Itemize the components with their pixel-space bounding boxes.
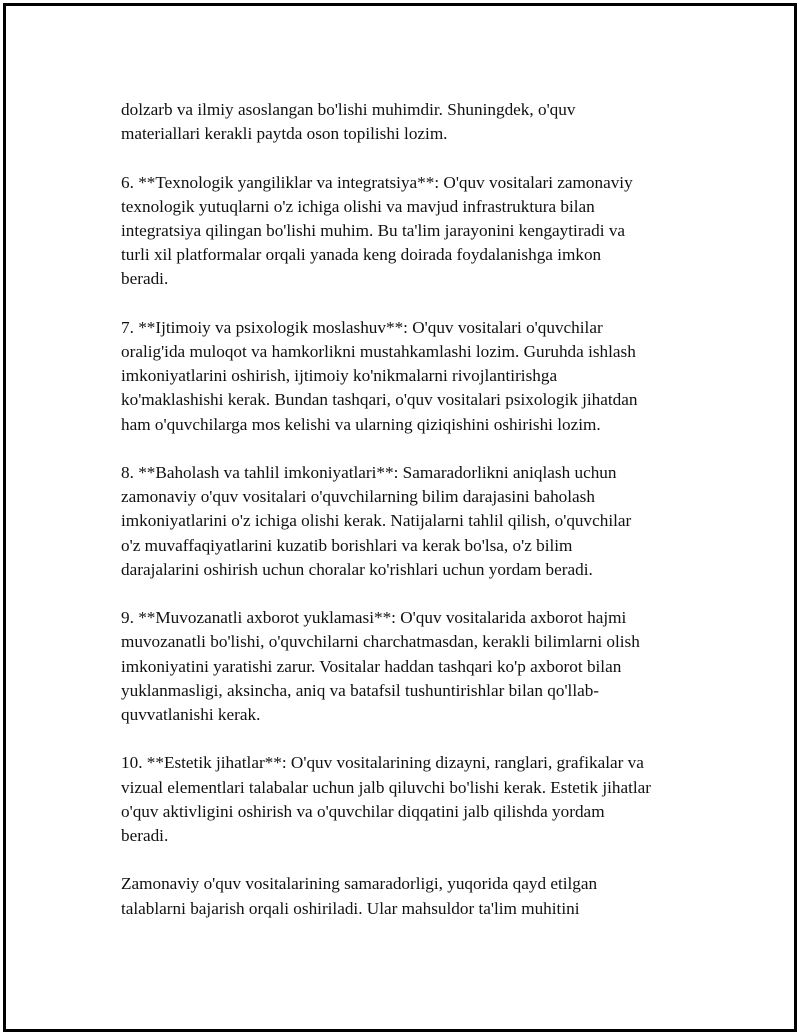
- page-border: [3, 3, 797, 1032]
- paragraph-item-9: 9. **Muvozanatli axborot yuklamasi**: O'quv vositalarida axborot hajmi muvozanatli bo'lishi, o'quvchilarni charchatmasdan, kerakli bilimlarni olish imkoniyatini yaratishi zarur. Vositalar haddan tashqari ko'p axborot bilan yuklanmasligi, aksincha, aniq va batafsil tushuntirishlar bilan qo'llab- quvvatlanishi kerak.: [121, 608, 640, 725]
- paragraph-continuation: dolzarb va ilmiy asoslangan bo'lishi muhimdir. Shuningdek, o'quv materiallari kerakli paytda oson topilishi lozim.: [121, 100, 576, 144]
- document-body: [121, 98, 721, 921]
- paragraph-item-10: 10. **Estetik jihatlar**: O'quv vositalarining dizayni, ranglari, grafikalar va vizual elementlari talabalar uchun jalb qiluvchi bo'lishi kerak. Estetik jihatlar o'quv aktivligini oshirish va o'quvchilar diqqatini jalb qilishda yordam beradi.: [121, 753, 652, 846]
- paragraph-item-6: 6. **Texnologik yangiliklar va integratsiya**: O'quv vositalari zamonaviy texnologik yutuqlarni o'z ichiga olishi va mavjud infrastruktura bilan integratsiya qilingan bo'lishi muhim. Bu ta'lim jarayonini kengaytiradi va turli xil platformalar orqali yanada keng doirada foydalanishga imkon beradi.: [121, 172, 633, 289]
- paragraph-conclusion: Zamonaviy o'quv vositalarining samaradorligi, yuqorida qayd etilgan talablarni bajarish orqali oshiriladi. Ular mahsuldor ta'lim muhitini: [121, 874, 598, 918]
- paragraph-item-7: 7. **Ijtimoiy va psixologik moslashuv**: O'quv vositalari o'quvchilar oralig'ida muloqot va hamkorlikni mustahkamlashi lozim. Guruhda ishlash imkoniyatlarini oshirish, ijtimoiy ko'nikmalarni rivojlantirishga ko'maklashishi kerak. Bundan tashqari, o'quv vositalari psixologik jihatdan ham o'quvchilarga mos kelishi va ularning qiziqishini oshirishi lozim.: [121, 317, 638, 434]
- paragraph-item-8: 8. **Baholash va tahlil imkoniyatlari**: Samaradorlikni aniqlash uchun zamonaviy o'quv vositalari o'quvchilarning bilim darajasini baholash imkoniyatlarini o'z ichiga olishi kerak. Natijalarni tahlil qilish, o'quvchilar o'z muvaffaqiyatlarini kuzatib borishlari va kerak bo'lsa, o'z bilim darajalarini oshirish uchun choralar ko'rishlari uchun yordam beradi.: [121, 463, 632, 579]
